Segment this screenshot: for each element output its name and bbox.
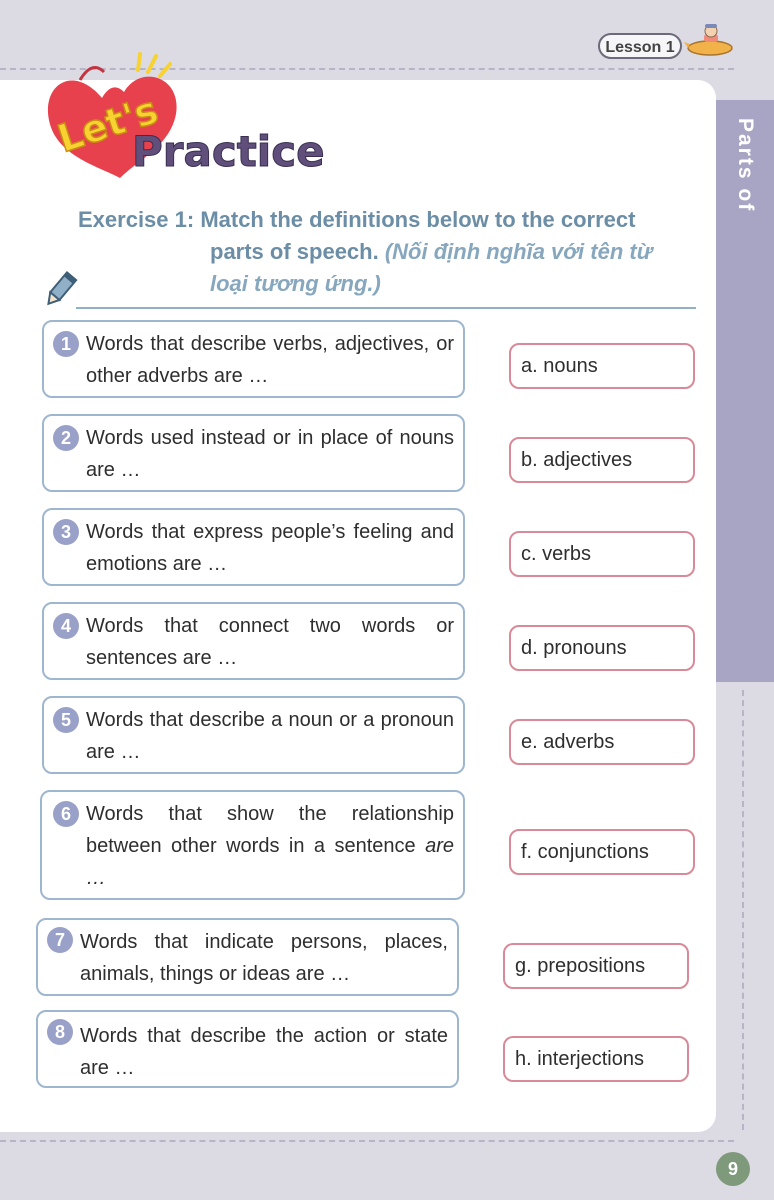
- title-underline: [76, 307, 696, 309]
- question-number-6: 6: [53, 801, 79, 827]
- side-tab-label: Parts of Speech: [676, 118, 757, 213]
- answer-box-g: g. prepositions: [503, 943, 689, 989]
- question-text-6-tail: are …: [86, 835, 454, 889]
- answer-box-h: h. interjections: [503, 1036, 689, 1082]
- answer-box-e: e. adverbs: [509, 719, 695, 765]
- question-text-8: Words that describe the action or state are …: [80, 1025, 448, 1079]
- question-number-4: 4: [53, 613, 79, 639]
- answer-box-c: c. verbs: [509, 531, 695, 577]
- pencil-icon: [40, 270, 80, 310]
- question-text-4: Words that connect two words or sentences are …: [86, 615, 454, 669]
- question-text-7: Words that indicate persons, places, animals, things or ideas are …: [80, 931, 448, 985]
- question-number-3: 3: [53, 519, 79, 545]
- exercise-title-lead: Exercise 1:: [78, 207, 201, 232]
- logo-word-practice: Practice: [132, 127, 325, 176]
- exercise-title-rest: Match the definitions below to the correct: [200, 207, 636, 232]
- translation-part1: (Nối định nghĩa với tên từ: [384, 239, 653, 264]
- question-number-7: 7: [47, 927, 73, 953]
- answer-box-f: f. conjunctions: [509, 829, 695, 875]
- logo-word-lets: Let's: [52, 87, 164, 162]
- dashed-right-border: [742, 690, 744, 1130]
- answer-box-d: d. pronouns: [509, 625, 695, 671]
- lets-practice-logo: [40, 50, 350, 190]
- question-number-8: 8: [47, 1019, 73, 1045]
- exercise-title: [78, 204, 698, 300]
- question-number-2: 2: [53, 425, 79, 451]
- question-text-1: Words that describe verbs, adjectives, or other adverbs are …: [86, 333, 454, 387]
- lesson-tag: Lesson 1: [598, 33, 682, 59]
- question-number-5: 5: [53, 707, 79, 733]
- dashed-bottom-border: [0, 1140, 734, 1142]
- page-number: 9: [716, 1152, 750, 1186]
- question-text-2: Words used instead or in place of nouns are …: [86, 427, 454, 481]
- question-text-6: [86, 798, 454, 894]
- exercise-title-line2: parts of speech.: [210, 239, 379, 264]
- question-text-6-main: Words that show the relationship between other words in a sentence: [86, 803, 454, 857]
- answer-box-a: a. nouns: [509, 343, 695, 389]
- question-text-3: Words that express people’s feeling and emotions are …: [86, 521, 454, 575]
- translation-part2: loại tương ứng.): [210, 271, 381, 296]
- answer-box-b: b. adjectives: [509, 437, 695, 483]
- question-number-1: 1: [53, 331, 79, 357]
- question-text-5: Words that describe a noun or a pronoun are …: [86, 709, 454, 763]
- airplane-pilot-icon: [684, 22, 736, 62]
